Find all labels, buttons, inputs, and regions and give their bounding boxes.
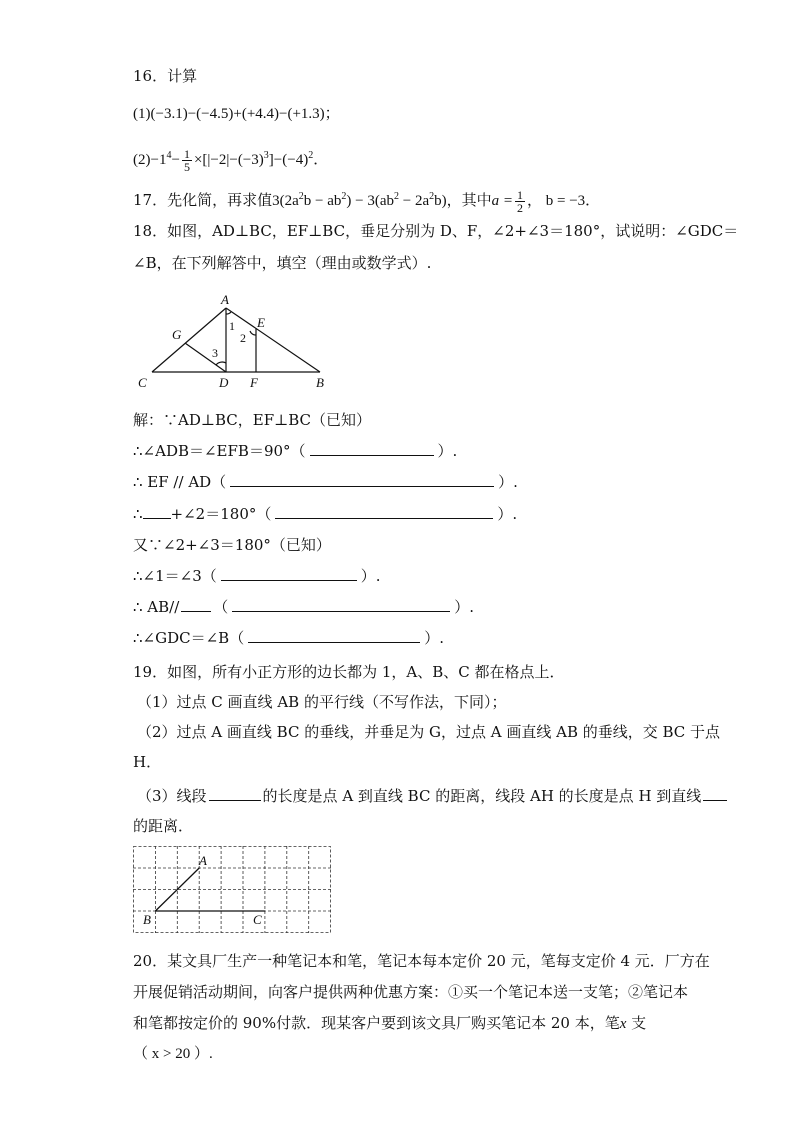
q17-expression xyxy=(272,193,447,209)
angle2-arc xyxy=(250,331,256,335)
q18-sol-7-pre: ∴∠GDC＝∠B（ xyxy=(133,629,245,647)
q17-a-num: 1 xyxy=(517,187,523,202)
label-angle2: 2 xyxy=(240,331,246,345)
q18-blank-6b[interactable] xyxy=(232,597,450,612)
grid-label-c: C xyxy=(253,912,262,927)
q17-mid: ，其中 xyxy=(446,191,492,209)
q17-expr5: b) xyxy=(434,193,447,209)
q17-exp-d: 2 xyxy=(429,191,435,202)
q16-part2-label: (2) xyxy=(133,152,151,168)
label-angle1: 1 xyxy=(229,319,235,333)
q18-sol-6 xyxy=(133,597,474,617)
q16-part1-expr: (−3.1)−(−4.5)+(+4.4)−(+1.3)； xyxy=(150,106,340,122)
q18-line2: ∠B，在下列解答中，填空（理由或数学式）. xyxy=(133,254,432,272)
q16-part2-c: ]−(−4) xyxy=(268,152,309,168)
q20-line4: （ x > 20 ）. xyxy=(133,1046,213,1062)
q18-sol-2-pre: ∴ EF // AD（ xyxy=(133,473,227,491)
q18-sol-6-pre: ∴ AB// xyxy=(133,598,180,616)
q18-blank-3a[interactable] xyxy=(143,504,171,519)
q18-sol-6-mid: （ xyxy=(213,598,229,616)
q18-blank-7[interactable] xyxy=(248,628,420,643)
q17-exp-c: 2 xyxy=(393,191,399,202)
q17-b-eq: ， b = −3 xyxy=(527,193,586,209)
q18-blank-5[interactable] xyxy=(221,566,357,581)
label-g: G xyxy=(172,327,182,342)
q17-a-fraction xyxy=(515,189,525,214)
q19-part3-b: 的长度是点 A 到直线 BC 的距离，线段 AH 的长度是点 H 到直线 xyxy=(262,787,702,805)
q18-figure xyxy=(130,290,340,395)
q16-part2-a-exp: 4 xyxy=(166,150,172,161)
q18-sol-3-pre: ∴ xyxy=(133,505,143,523)
q17-a-eq: a = xyxy=(491,193,513,209)
q18-sol-2 xyxy=(133,472,518,492)
q18-sol-1-pre: ∴∠ADB＝∠EFB＝90°（ xyxy=(133,442,306,460)
q18-blank-1[interactable] xyxy=(310,441,434,456)
q16-part2-end: ． xyxy=(313,152,329,168)
q19-part2b: H． xyxy=(133,753,162,771)
q18-sol-3 xyxy=(133,504,517,524)
q19-part2a: （2）过点 A 画直线 BC 的垂线，并垂足为 G，过点 A 画直线 AB 的垂线，交 BC 于点 xyxy=(137,723,721,741)
q16-part1 xyxy=(133,104,340,124)
q16-frac-num: 1 xyxy=(183,147,190,162)
q19-part1: （1）过点 C 画直线 AB 的平行线（不写作法，下同）； xyxy=(137,693,507,711)
q18-blank-2[interactable] xyxy=(230,472,494,487)
q16-title: 16．计算 xyxy=(133,67,198,85)
q19-blank-1[interactable] xyxy=(209,786,261,801)
q20-line3-var: x xyxy=(619,1016,627,1032)
q19-grid-figure xyxy=(133,846,333,934)
q18-sol-5 xyxy=(133,566,381,586)
q17-expr1: 3(2a xyxy=(272,193,299,209)
q18-sol-6-post: ）. xyxy=(454,598,475,616)
q17-exp-a: 2 xyxy=(298,191,304,202)
label-f: F xyxy=(250,375,258,390)
grid-label-a: A xyxy=(199,853,207,868)
label-b: B xyxy=(316,375,324,390)
q17-expr2: b − ab xyxy=(303,193,342,209)
q16-part2-b-exp: 3 xyxy=(263,150,269,161)
q16-part2-b: ×[|−2|−(−3) xyxy=(193,152,264,168)
q19-part3-a: （3）线段 xyxy=(137,787,207,805)
q16-part1-label: (1) xyxy=(133,106,151,122)
label-d: D xyxy=(219,375,229,390)
q18-sol-7-post: ）. xyxy=(424,629,444,647)
grid-lines xyxy=(133,846,331,933)
label-angle3: 3 xyxy=(212,346,218,360)
q20-line3 xyxy=(133,1013,646,1034)
q16-part2 xyxy=(133,143,328,173)
q17-expr4: − 2a xyxy=(398,193,430,209)
q16-part2-c-exp: 2 xyxy=(308,150,314,161)
q17-exp-b: 2 xyxy=(341,191,347,202)
q18-sol-1-post: ）. xyxy=(437,442,458,460)
q19-part3c: 的距离． xyxy=(133,817,194,835)
q19-blank-2[interactable] xyxy=(703,786,727,801)
angle3-arc xyxy=(216,362,226,365)
q19-intro: 19．如图，所有小正方形的边长都为 1，A、B、C 都在格点上． xyxy=(133,663,565,681)
q18-sol-2-post: ）. xyxy=(498,473,518,491)
q18-sol-1 xyxy=(133,441,457,461)
q20-line1: 20．某文具厂生产一种笔记本和笔，笔记本每本定价 20 元，笔每支定价 4 元．厂方在 xyxy=(133,952,710,970)
q18-sol-0 xyxy=(133,410,371,430)
q17-end: ． xyxy=(585,191,601,209)
angle1-arc xyxy=(226,312,231,314)
label-a: A xyxy=(221,292,229,307)
q18-sol-7 xyxy=(133,628,444,648)
line-gd xyxy=(185,343,226,372)
q17-prefix: 17．先化简，再求值 xyxy=(133,191,273,209)
line-ca xyxy=(152,308,226,372)
label-c: C xyxy=(138,375,147,390)
q19-part3 xyxy=(137,786,729,806)
q18-blank-6a[interactable] xyxy=(181,597,211,612)
q16-fraction xyxy=(182,148,192,173)
q17 xyxy=(133,183,600,215)
q17-a-den: 2 xyxy=(517,200,523,215)
grid-label-b: B xyxy=(143,912,151,927)
q17-expr3: ) − 3(ab xyxy=(346,193,394,209)
label-e: E xyxy=(257,315,265,330)
q18-sol-3-post: ）. xyxy=(497,505,518,523)
q18-sol-4 xyxy=(133,535,331,555)
q16-part2-minus: − xyxy=(171,152,180,168)
q20-line3-text: 和笔都按定价的 90%付款．现某客户要到该文具厂购买笔记本 20 本，笔 xyxy=(133,1014,620,1032)
q18-sol-5-pre: ∴∠1＝∠3（ xyxy=(133,567,217,585)
q16-part2-a: −1 xyxy=(150,152,167,168)
q18-line1: 18．如图，AD⊥BC，EF⊥BC，垂足分别为 D、F，∠2+∠3＝180°，试说明：∠GDC＝ xyxy=(133,222,739,240)
q16-frac-den: 5 xyxy=(183,160,190,175)
q20-line2: 开展促销活动期间，向客户提供两种优惠方案：①买一个笔记本送一支笔；②笔记本 xyxy=(133,983,689,1001)
q18-sol-5-post: ）. xyxy=(360,567,381,585)
q20-line3-end: 支 xyxy=(626,1014,647,1032)
q18-sol-3-mid: +∠2＝180°（ xyxy=(170,505,272,523)
q18-blank-3b[interactable] xyxy=(275,504,493,519)
q18-sol-4-text: 又∵∠2+∠3＝180°（已知） xyxy=(133,536,331,554)
q18-sol-0-text: 解：∵AD⊥BC，EF⊥BC（已知） xyxy=(133,411,371,429)
segment-ba xyxy=(155,868,199,911)
